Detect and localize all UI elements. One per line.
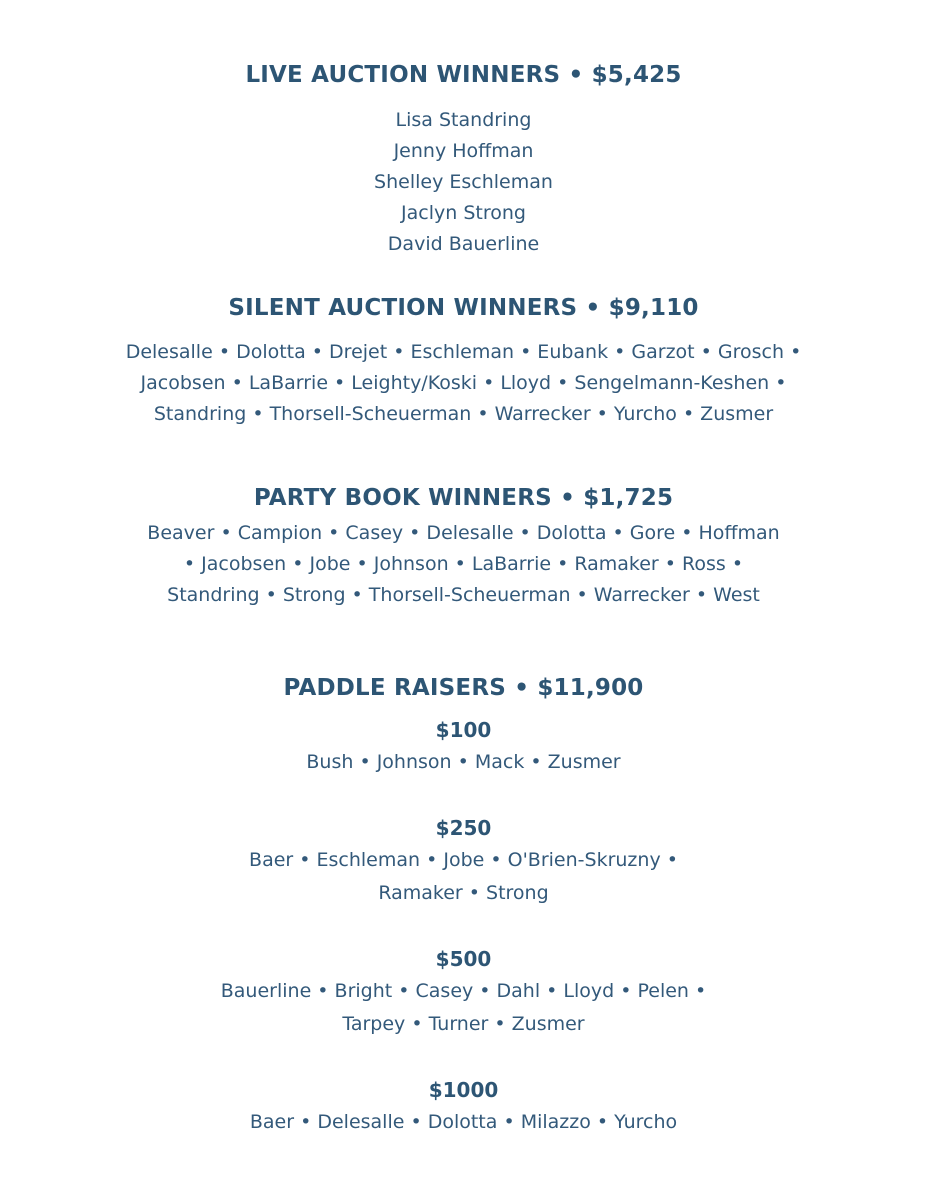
winner-name: Shelley Eschleman: [374, 171, 553, 193]
live-auction-heading: LIVE AUCTION WINNERS • $5,425: [245, 62, 682, 88]
names-line: Jacobsen • LaBarrie • Leighty/Koski • Lloyd • Sengelmann-Keshen •: [140, 372, 787, 394]
party-book-section: [0, 483, 927, 611]
party-book-heading: PARTY BOOK WINNERS • $1,725: [253, 485, 674, 511]
winner-name: Jaclyn Strong: [401, 202, 526, 224]
silent-auction-heading: SILENT AUCTION WINNERS • $9,110: [228, 295, 699, 321]
party-book-winners-list: [0, 518, 927, 611]
paddle-tier-1000: [0, 1076, 927, 1139]
winner-name: David Bauerline: [387, 233, 540, 255]
names-line: Bauerline • Bright • Casey • Dahl • Lloyd • Pelen •: [220, 980, 707, 1002]
names-line: Standring • Strong • Thorsell-Scheuerman • Warrecker • West: [167, 584, 760, 606]
tier-names-list: [0, 975, 927, 1041]
silent-auction-winners-list: [0, 337, 927, 430]
paddle-tier-250: [0, 814, 927, 910]
names-line: Baer • Eschleman • Jobe • O'Brien-Skruzny •: [249, 849, 678, 871]
names-line: Standring • Thorsell-Scheuerman • Warrecker • Yurcho • Zusmer: [153, 403, 774, 425]
names-line: Ramaker • Strong: [378, 882, 549, 904]
tier-amount: $100: [435, 718, 492, 742]
paddle-raisers-heading: PADDLE RAISERS • $11,900: [283, 675, 644, 701]
silent-auction-section: [0, 293, 927, 430]
names-line: Beaver • Campion • Casey • Delesalle • Dolotta • Gore • Hoffman: [147, 522, 780, 544]
tier-amount: $500: [435, 947, 492, 971]
tier-amount: $1000: [428, 1078, 499, 1102]
names-line: Delesalle • Dolotta • Drejet • Eschleman • Eubank • Garzot • Grosch •: [125, 341, 802, 363]
paddle-tier-100: [0, 716, 927, 779]
names-line: • Jacobsen • Jobe • Johnson • LaBarrie • Ramaker • Ross •: [183, 553, 744, 575]
names-line: Tarpey • Turner • Zusmer: [342, 1013, 585, 1035]
paddle-tier-500: [0, 945, 927, 1041]
winner-name: Lisa Standring: [395, 109, 532, 131]
live-auction-winners-list: [0, 105, 927, 260]
names-line: Bush • Johnson • Mack • Zusmer: [306, 751, 621, 773]
names-line: Baer • Delesalle • Dolotta • Milazzo • Yurcho: [249, 1111, 678, 1133]
winner-name: Jenny Hoffman: [393, 140, 534, 162]
tier-names-list: [0, 746, 927, 779]
tier-names-list: [0, 1106, 927, 1139]
live-auction-section: [0, 60, 927, 260]
tier-amount: $250: [435, 816, 492, 840]
paddle-raisers-section: [0, 673, 927, 703]
tier-names-list: [0, 844, 927, 910]
